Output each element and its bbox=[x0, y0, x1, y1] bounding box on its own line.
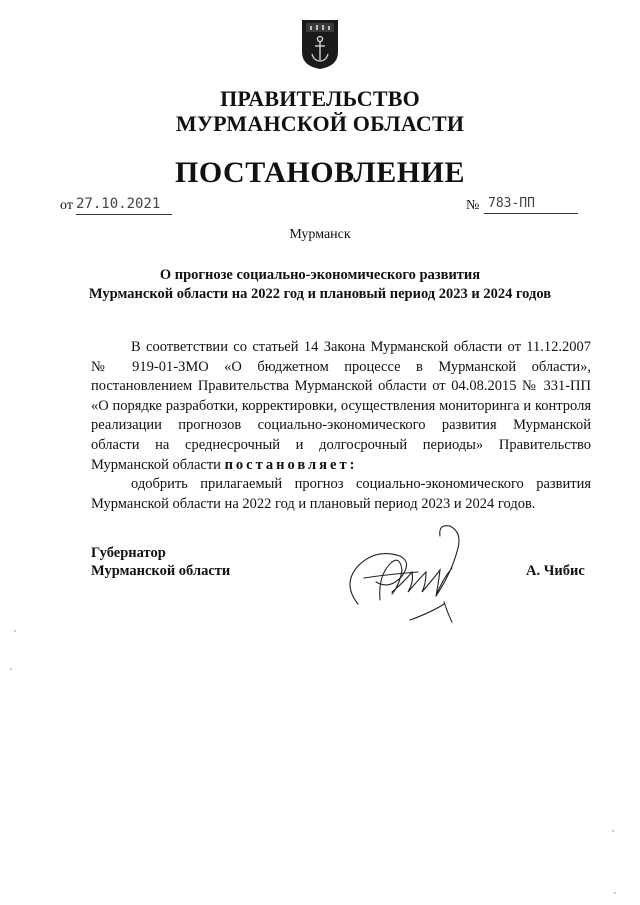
document-body bbox=[91, 338, 591, 514]
number-value: 783-ПП bbox=[484, 196, 578, 214]
document-type-heading: ПОСТАНОВЛЕНИЕ bbox=[175, 156, 465, 189]
date-value: 27.10.2021 bbox=[76, 196, 172, 215]
paragraph-basis bbox=[91, 338, 591, 475]
document-title-line2: Мурманской области на 2022 год и плановый период 2023 и 2024 годов bbox=[88, 286, 552, 302]
handwritten-signature-icon bbox=[340, 512, 510, 637]
signatory-name: А. Чибис bbox=[526, 563, 585, 579]
signatory-position-line1: Губернатор bbox=[91, 545, 166, 561]
decree-word: постановляет: bbox=[224, 456, 358, 473]
signatory-position-line2: Мурманской области bbox=[91, 563, 231, 579]
scan-speck bbox=[612, 830, 614, 832]
scan-speck bbox=[10, 668, 12, 670]
city-name: Мурманск bbox=[289, 227, 351, 242]
scan-speck bbox=[614, 892, 616, 894]
document-title-line1: О прогнозе социально-экономического развития bbox=[159, 267, 481, 283]
date-label: от bbox=[60, 198, 73, 213]
government-name-line1: ПРАВИТЕЛЬСТВО bbox=[220, 86, 420, 111]
paragraph-basis-text: В соответствии со статьей 14 Закона Мурманской области от 11.12.2007 № 919-01-ЗМО «О бюджетном процессе в Мурманской области», постановлением Правительства Мурманской области от 04.08.2015 № 331-ПП «О порядке разработки, корректировки, осуществления мониторинга и контроля реализации прогнозов социально-экономического развития Мурманской области на среднесрочный и долгосрочный периоды» Правительство Мурманской области bbox=[91, 339, 591, 473]
scan-speck bbox=[14, 630, 16, 632]
number-label: № bbox=[466, 198, 480, 213]
coat-of-arms-icon bbox=[300, 18, 340, 70]
government-name-line2: МУРМАНСКОЙ ОБЛАСТИ bbox=[175, 111, 465, 136]
paragraph-decision: одобрить прилагаемый прогноз социально-экономического развития Мурманской области на 2022 год и плановый период 2023 и 2024 годов. bbox=[91, 476, 591, 512]
